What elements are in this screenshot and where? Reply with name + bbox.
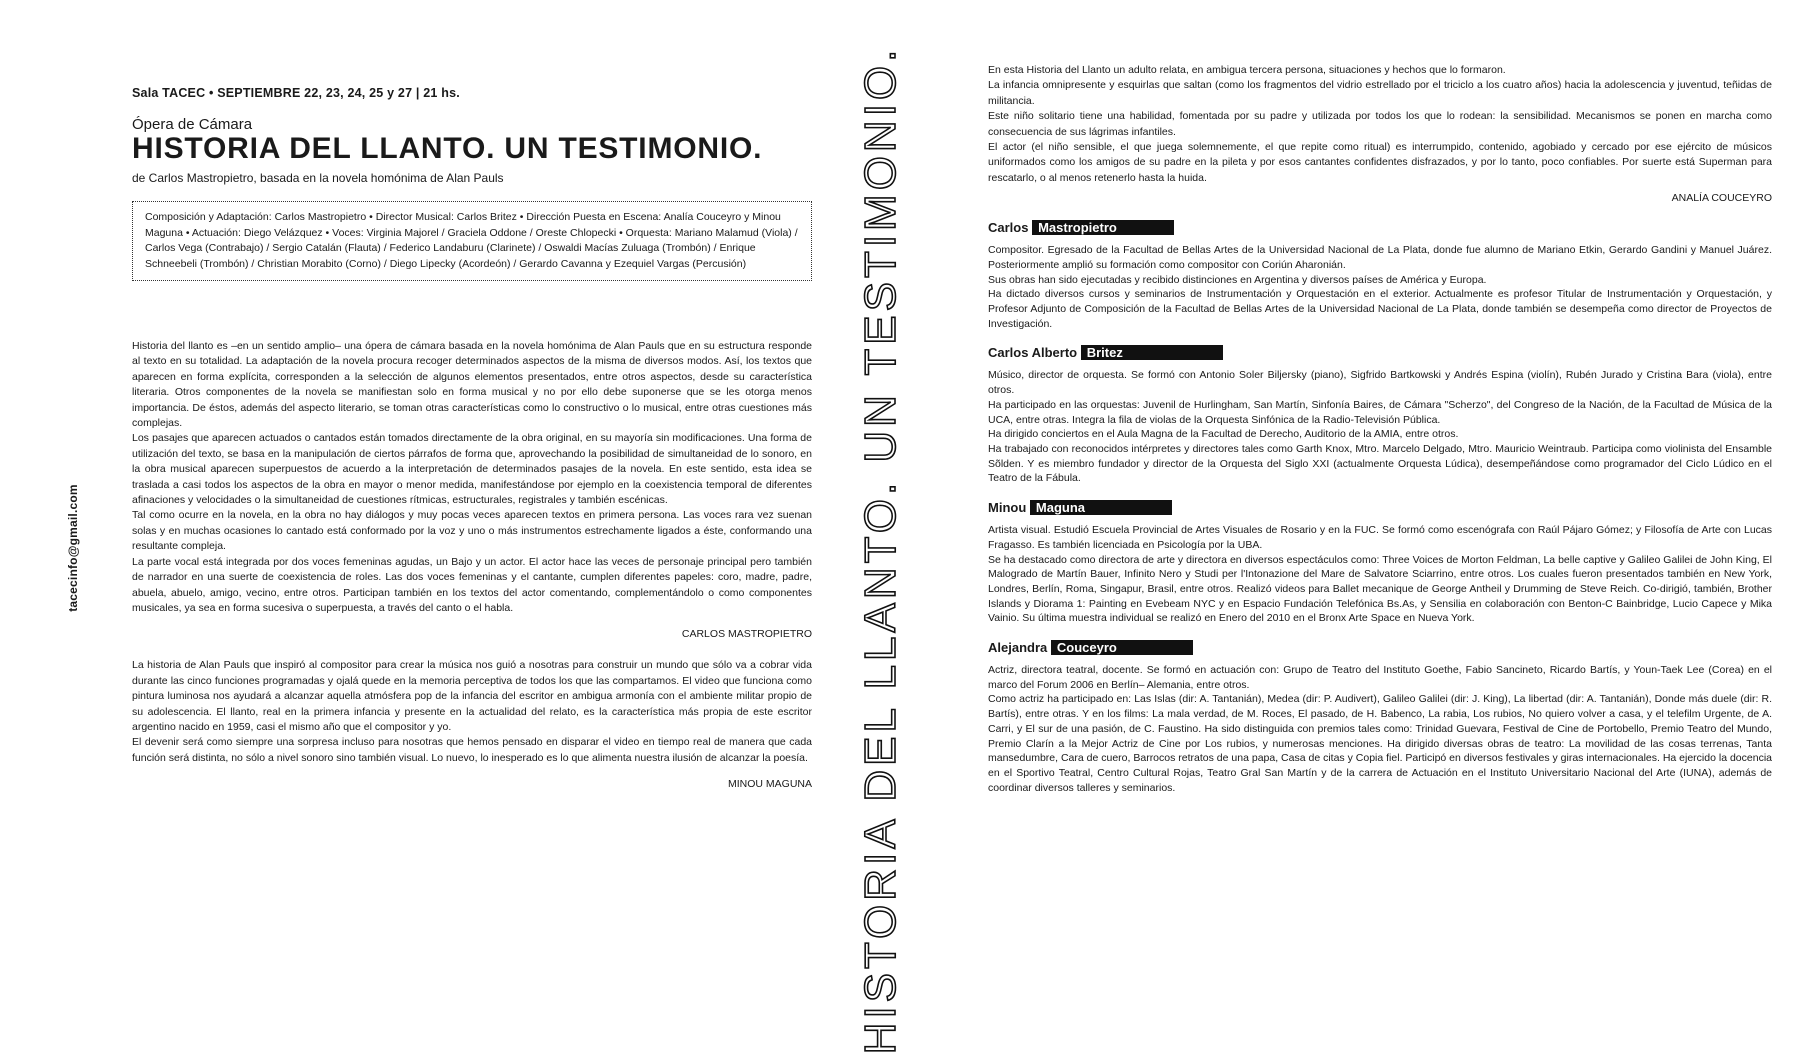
bio-britez: Músico, director de orquesta. Se formó con Antonio Soler Biljersky (piano), Sigfrido Bartkowski y Andrés Espina (violín), Rubén Jurado y Cristina Bara (viola), entre otros. Ha participado en las orquestas: Juvenil de Hurlingham, San Martín, Sinfonía Baires, de Cámara "Scherzo", del Congreso de la Nación, de la Facultad de Música de la UCA, entre otras. Integra la fila de violas de la Orquesta Sinfónica de la Radio-Televisión Pública. Ha dirigido conciertos en el Aula Magna de la Facultad de Derecho, Auditorio de la AMIA, entre otros. Ha trabajado con reconocidos intérpretes y directores tales como Garth Knox, Mtro. Marcelo Delgado, Mtro. Mauricio Weintraub. Participa como violinista del Ensamble Sõlden. Y es miembro fundador y director de la Orquesta del Siglo XXI (actualmente Orquesta Lúdica), desempeñándose como programador del Ciclo Lúdico en el Teatro de la Fábula.: [988, 369, 1772, 485]
bio-name-highlight: Maguna: [1030, 500, 1172, 515]
venue-line: Sala TACEC • SEPTIEMBRE 22, 23, 24, 25 y 27 | 21 hs.: [132, 86, 460, 100]
bio-couceyro: Actriz, directora teatral, docente. Se formó en actuación con: Grupo de Teatro del Instituto Goethe, Fabio Sancineto, Ricardo Bartís, y Youn-Taek Lee (Corea) en el marco del Forum 2006 en Berlín– Alemania, entre otros. Como actriz ha participado en: Las Islas (dir: A. Tantanián), Medea (dir: P. Audivert), Galileo Galilei (dir: J. King), La libertad (dir: A. Tantanián), Donde más duele (dir: R. Bartís), entre otras. Y en los films: La mala verdad, de M. Roces, El pasado, de H. Babenco, La rabia, Los rubios, No quiero volver a casa, y el telefilm Urgente, de A. Carri, y El sur de una pasión, de C. Faustino. Ha sido distinguida con premios tales como: Trinidad Guevara, Festival de Cine de Portobello, Premio Teatro del Mundo, Premio Clarín a la Mejor Actriz de Cine por Los rubios, y numerosas menciones. Ha dirigido diversas obras de teatro: La movilidad de las cosas terrenas, Tanta mansedumbre, Cara de cuero, Barrocos retratos de una papa, Casa de citas y Copia fiel. Participó en diversos festivales y giras internacionales. Ha ejercido la docencia en el Sportivo Teatral, Centro Cultural Rojas, Teatro Gral San Martín y de la carrera de Actuación en el Instituto Universitario Nacional del Arte (IUNA), además de coordinar diversos talleres y seminarios.: [988, 664, 1772, 794]
left-column: [132, 86, 812, 808]
signature-maguna: MINOU MAGUNA: [728, 778, 812, 791]
bio-name-highlight: Mastropietro: [1032, 220, 1174, 235]
signature-couceyro: ANALÍA COUCEYRO: [1671, 192, 1772, 205]
intro-paragraph: Este niño solitario tiene una habilidad, fomentada por su padre y utilizada por todos los que lo rodean: la sensibilidad. Mecanismos se ponen en marcha como consecuencia de sus lágrimas infantiles.: [988, 110, 1772, 138]
bio-heading-mastropietro: Carlos Mastropietro: [988, 220, 1772, 235]
vertical-title-text: HISTORIA DEL LLANTO. UN TESTIMONIO.: [856, 45, 905, 1054]
intro-paragraph: En esta Historia del Llanto un adulto relata, en ambigua tercera persona, situaciones y hechos que lo formaron.: [988, 64, 1506, 76]
email-text: tacecinfo@gmail.com: [66, 484, 80, 612]
vertical-title: [852, 45, 910, 1054]
intro-paragraph: El actor (el niño sensible, el que juega solemnemente, el que repite como ritual) es interrumpido, contenido, agobiado y cercado por ese ejército de músicos uniformados como los amigos de su padre en la pileta y por esos cantantes confidentes disfrazados, y por lo tanto, poco confiables. Por suerte está Superman para rescatarlo, o al menos retenerlo hasta la huida.: [988, 141, 1772, 184]
essay-paragraph: Tal como ocurre en la novela, en la obra no hay diálogos y muy pocas veces aparecen textos en primera persona. Las voces rara vez suenan solas y en muchas ocasiones lo cantado está conformado por la voz y uno o más instrumentos estrechamente ligados a éste, conformando una resultante compleja.: [132, 509, 812, 553]
right-column: [988, 63, 1772, 809]
essay-paragraph: Historia del llanto es –en un sentido amplio– una ópera de cámara basada en la novela homónima de Alan Pauls que en su estructura responde al texto en su totalidad. La adaptación de la novela procura recoger determinados aspectos de la misma de diversos modos. Así, los textos que aparecen en forma explícita, corresponden a la selección de algunos elementos presentados, entre otros aspectos, desde su característica literaria. Otros componentes de la novela se manifiestan solo en forma musical y no por ello debe suponerse que se les otorga menos importancia. De éstos, además del aspecto literario, se toman otras características como lo constructivo o lo musical, entre otras cuestiones más complejas.: [132, 340, 812, 430]
bio-maguna: Artista visual. Estudió Escuela Provincial de Artes Visuales de Rosario y en la FUC. Se formó como escenógrafa con Raúl Pájaro Gómez; y Filosofía de Arte con Lucas Fragasso. Es también licenciada en Psicología por la UBA. Se ha destacado como directora de arte y directora en diversos espectáculos como: Three Voices de Morton Feldman, La belle captive y Galileo Galilei de John King, El Malogrado de Martín Bauer, Infinito Nero y Studi per l'Intonazione del Mare de Salvatore Sciarrino, entre otros. Los cuales fueron presentados también en New York, Londres, Berlín, Roma, Singapur, Brasil, entre otros. Realizó videos para Ballet mecanique de George Antheil y Drumming de Steve Reich. Co-dirigió, también, Brother Islands y Diorama 1: Painting en Evebeam NYC y en Espacio Fundación Telefónica Bs.As, y Sensilia en colaboración con Benton-C Bainbridge, Lucio Capece y Mika Vainio. Su última muestra individual se realizó en Enero del 2010 en el Bronx Arte Space en Nueva York.: [988, 524, 1772, 625]
page-title: HISTORIA DEL LLANTO. UN TESTIMONIO.: [132, 132, 763, 165]
intro-paragraph: La infancia omnipresente y esquirlas que saltan (como los fragmentos del vidrio estrellado por el triciclo a los cuatro años) hacia la adolescencia y juventud, teñidas de militancia.: [988, 79, 1772, 107]
bio-name-highlight: Couceyro: [1051, 640, 1193, 655]
bio-heading-couceyro: Alejandra Couceyro: [988, 640, 1772, 655]
subtitle: de Carlos Mastropietro, basada en la novela homónima de Alan Pauls: [132, 171, 504, 185]
essay-paragraph: La historia de Alan Pauls que inspiró al compositor para crear la música nos guió a nosotras para construir un mundo que sólo va a cobrar vida durante las cinco funciones programadas y ojalá quede en la memoria perceptiva de todos los que las compartamos. El video que funciona como pintura luminosa nos ayudará a alcanzar aquella atmósfera pop de la infancia del escritor en ambigua armonía con el ambiente militar propio de su adolescencia. El llanto, real en la primera infancia y presente en la actualidad del relato, es la característica más propia de este escritor argentino nacido en 1959, casi el mismo año que el compositor y yo.: [132, 659, 812, 733]
essay-paragraph: La parte vocal está integrada por dos voces femeninas agudas, un Bajo y un actor. El actor hace las veces de personaje principal pero también de narrador en una suerte de coexistencia de roles. Las dos voces femeninas y el cantante, cumplen diferentes papeles: coro, madre, padre, abuela, abuelo, amigo, vecino, entre otros. Participan también en los textos del actor comentando, complementándolo o como componentes musicales, ya sea en forma sucesiva o superpuesta, a través del canto o el habla.: [132, 555, 812, 614]
bio-heading-maguna: Minou Maguna: [988, 500, 1772, 515]
email-vertical: [55, 398, 91, 698]
signature-mastropietro: CARLOS MASTROPIETRO: [681, 628, 812, 641]
bio-name-highlight: Britez: [1081, 345, 1223, 360]
bio-heading-britez: Carlos Alberto Britez: [988, 345, 1772, 360]
essay-paragraph: Los pasajes que aparecen actuados o cantados están tomados directamente de la obra original, en su mayoría sin modificaciones. Una forma de utilización del texto, se basa en la manipulación de ciertos párrafos de forma que, aprovechando la posibilidad de simultaneidad de lo sonoro, en la obra musical aparecen superpuestos de acuerdo a la interpretación de determinados pasajes de la novela. En este sentido, esta idea se traslada a casi todos los aspectos de la obra en mayor o menor medida, manifestándose por ejemplo en la coexistencia temporal de diferentes afinaciones y velocidades o la simultaneidad de cuestiones rítmicas, estructurales, registrales y también escénicas.: [132, 432, 812, 507]
pre-title: Ópera de Cámara: [132, 116, 253, 133]
credits-box: Composición y Adaptación: Carlos Mastropietro • Director Musical: Carlos Britez • Dirección Puesta en Escena: Analía Couceyro y Minou Maguna • Actuación: Diego Velázquez • Voces: Virginia Majorel / Graciela Oddone / Oreste Chlopecki • Orquesta: Mariano Malamud (Viola) / Carlos Vega (Contrabajo) / Sergio Catalán (Flauta) / Federico Landaburu (Clarinete) / Oswaldi Macías Zuluaga (Trombón) / Enrique Schneebeli (Trombón) / Christian Morabito (Corno) / Diego Lipecky (Acordeón) / Gerardo Cavanna y Ezequiel Vargas (Percusión): [132, 201, 812, 281]
essay-paragraph: El devenir será como siempre una sorpresa incluso para nosotras que hemos pensado en disparar el video en tiempo real de manera que cada función será distinta, no sólo a nivel sonoro sino también visual. Lo nuevo, lo inesperado es lo que alimenta nuestra ilusión de alcanzar la poesía.: [132, 736, 812, 764]
bio-mastropietro: Compositor. Egresado de la Facultad de Bellas Artes de la Universidad Nacional de La Plata, donde fue alumno de Mariano Etkin, Gerardo Gandini y Manuel Juárez. Posteriormente amplió su formación como compositor con Coriún Aharonián. Sus obras han sido ejecutadas y recibido distinciones en Argentina y diversos países de América y Europa. Ha dictado diversos cursos y seminarios de Instrumentación y Orquestación en el exterior. Actualmente es profesor Titular de Instrumentación y Orquestación, y Profesor Adjunto de Composición de la Facultad de Bellas Artes de la Universidad Nacional de La Plata, donde también se desempeña como director de Proyectos de Investigación.: [988, 244, 1772, 330]
